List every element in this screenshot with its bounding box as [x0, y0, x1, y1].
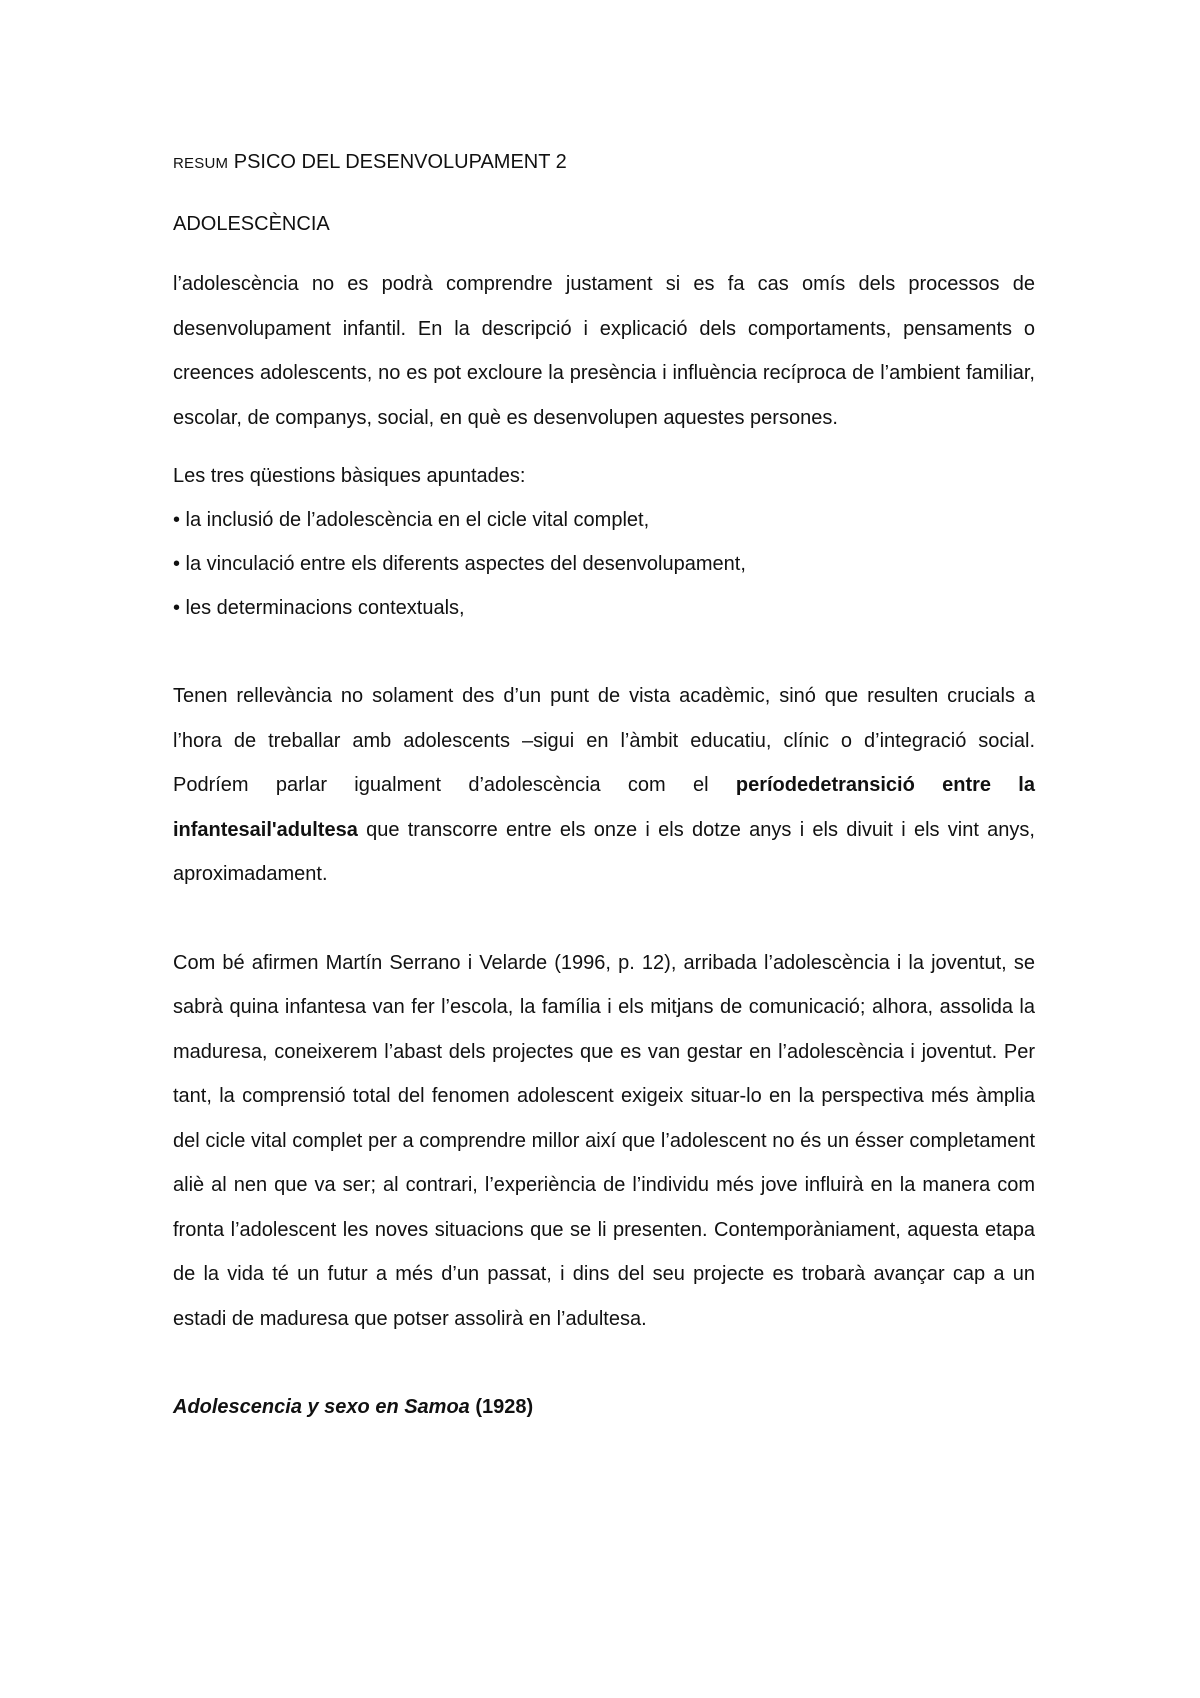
paragraph-relevance-start: Tenen rellevància no solament des d’un punt de vista acadèmic, sinó que resulten crucials a l’hora de treballar amb adolescents –sigui en l’àmbit educatiu, clínic o d’integració social. Podríem parlar igualment d’adolescència com el: [173, 685, 1035, 796]
paragraph-relevance-end: que transcorre entre els onze i els dotze anys i els divuit i els vint anys, aproximadament.: [173, 818, 1035, 885]
transition-period-term: períodedetransició entre la infantesail'adultesa: [173, 774, 1035, 841]
title-text: PSICO DEL DESENVOLUPAMENT 2: [228, 151, 567, 173]
document-title: [173, 140, 1035, 186]
list-intro: Les tres qüestions bàsiques apuntades:: [173, 465, 526, 487]
questions-list: [173, 454, 1035, 630]
paragraph-intro: l’adolescència no es podrà comprendre justament si es fa cas omís dels processos de desenvolupament infantil. En la descripció i explicació dels comportaments, pensaments o creences adolescents, no es pot excloure la presència i influència recíproca de l’ambient familiar, escolar, de companys, social, en què es desenvolupen aquestes persones.: [173, 273, 1035, 429]
section-heading: ADOLESCÈNCIA: [173, 213, 330, 235]
book-title: Adolescencia y sexo en Samoa: [173, 1396, 470, 1418]
book-reference: [173, 1385, 1035, 1430]
paragraph-martin-serrano: Com bé afirmen Martín Serrano i Velarde (1996, p. 12), arribada l’adolescència i la joventut, se sabrà quina infantesa van fer l’escola, la família i els mitjans de comunicació; alhora, assolida la maduresa, coneixerem l’abast dels projectes que es van gestar en l’adolescència i joventut. Per tant, la comprensió total del fenomen adolescent exigeix situar-lo en la perspectiva més àmplia del cicle vital complet per a comprendre millor així que l’adolescent no és un ésser completament aliè al nen que va ser; al contrari, l’experiència de l’individu més jove influirà en la manera com fronta l’adolescent les noves situacions que se li presenten. Contemporàniament, aquesta etapa de la vida té un futur a més d’un passat, i dins del seu projecte es trobarà avançar cap a un estadi de maduresa que potser assolirà en l’adultesa.: [173, 951, 1035, 1330]
book-year: (1928): [469, 1396, 534, 1418]
document-body: [173, 140, 1035, 1430]
list-item: • la inclusió de l’adolescència en el cicle vital complet,: [173, 509, 650, 531]
spacer: [173, 897, 1035, 941]
spacer: [173, 440, 1035, 454]
paragraph-relevance: [173, 674, 1035, 897]
list-item: • les determinacions contextuals,: [173, 597, 465, 619]
spacer: [173, 1341, 1035, 1385]
list-item: • la vinculació entre els diferents aspectes del desenvolupament,: [173, 553, 746, 575]
title-prefix: RESUM: [173, 155, 229, 172]
spacer: [173, 630, 1035, 674]
